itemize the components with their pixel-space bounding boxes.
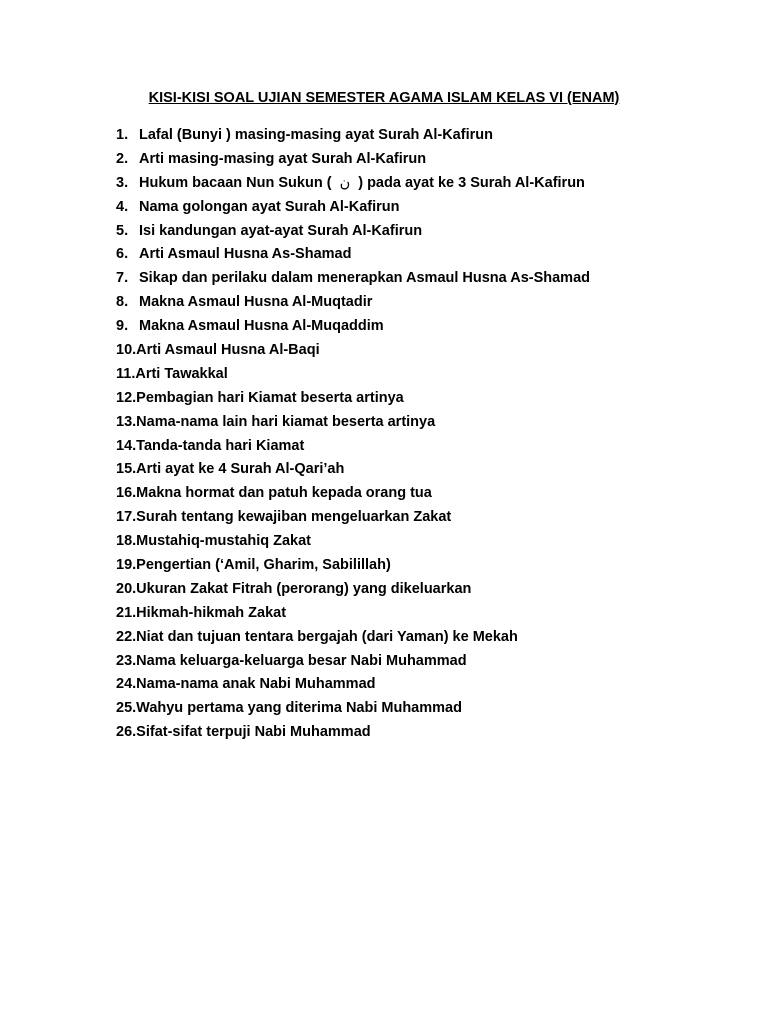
list-item (116, 363, 590, 387)
list-item (116, 578, 590, 602)
item-number: 17. (116, 509, 137, 526)
list-item (116, 506, 590, 530)
item-text: Arti ayat ke 4 Surah Al-Qari’ah (136, 461, 345, 478)
item-number: 7. (116, 270, 129, 287)
list-item (116, 697, 590, 721)
item-number: 11. (116, 365, 136, 382)
item-text: Tanda-tanda hari Kiamat (136, 437, 305, 454)
item-text: Makna Asmaul Husna Al-Muqtadir (139, 294, 373, 311)
item-number: 1. (116, 127, 129, 143)
item-number: 18. (116, 533, 137, 550)
item-text: Nama keluarga-keluarga besar Nabi Muhammad (136, 652, 467, 669)
item-number: 13. (116, 413, 137, 430)
item-text: Makna Asmaul Husna Al-Muqaddim (139, 318, 384, 335)
list-item (116, 626, 590, 650)
list-item (116, 673, 590, 697)
list-item (116, 291, 590, 315)
list-item (116, 482, 590, 506)
item-text: Pembagian hari Kiamat beserta artinya (136, 389, 404, 406)
item-text: Isi kandungan ayat-ayat Surah Al-Kafirun (139, 222, 423, 239)
list-item (116, 554, 590, 578)
item-number: 21. (116, 604, 137, 621)
item-number: 6. (116, 246, 129, 263)
item-text: Surah tentang kewajiban mengeluarkan Zakat (136, 509, 452, 526)
arabic-letter-nun: ن (339, 174, 351, 191)
list-item (116, 650, 590, 674)
item-text: Hikmah-hikmah Zakat (136, 604, 287, 621)
item-number: 2. (116, 150, 129, 167)
list-item (116, 602, 590, 626)
item-number: 23. (116, 652, 137, 669)
item-text (139, 172, 585, 196)
item-text-before: Hukum bacaan Nun Sukun ( (139, 174, 332, 191)
item-number: 16. (116, 485, 137, 502)
item-text: Pengertian (‘Amil, Gharim, Sabilillah) (136, 557, 391, 574)
question-outline-list (116, 124, 590, 745)
item-number: 10. (116, 342, 137, 359)
item-text: Mustahiq-mustahiq Zakat (136, 533, 311, 550)
item-number: 12. (116, 389, 137, 406)
list-item (116, 124, 590, 148)
item-text: Sikap dan perilaku dalam menerapkan Asmaul Husna As-Shamad (139, 270, 590, 287)
document-title: KISI-KISI SOAL UJIAN SEMESTER AGAMA ISLAM KELAS VI (ENAM) (148, 90, 620, 106)
item-text: Arti Asmaul Husna Al-Baqi (136, 342, 320, 359)
item-number: 3. (116, 174, 129, 191)
list-item (116, 387, 590, 411)
item-text: Niat dan tujuan tentara bergajah (dari Yaman) ke Mekah (136, 628, 518, 645)
item-text: Nama golongan ayat Surah Al-Kafirun (139, 198, 400, 215)
item-number: 22. (116, 628, 137, 645)
list-item (116, 530, 590, 554)
list-item (116, 196, 590, 220)
item-text: Nama-nama anak Nabi Muhammad (136, 676, 376, 693)
item-number: 15. (116, 461, 137, 478)
list-item (116, 435, 590, 459)
item-number: 20. (116, 580, 137, 597)
list-item (116, 148, 590, 172)
item-text: Arti Asmaul Husna As-Shamad (139, 246, 352, 263)
item-text: Lafal (Bunyi ) masing-masing ayat Surah Al-Kafirun (139, 127, 493, 143)
list-item (116, 721, 590, 745)
item-number: 14. (116, 437, 137, 454)
item-text: Arti Tawakkal (135, 365, 228, 382)
item-text: Nama-nama lain hari kiamat beserta artinya (136, 413, 436, 430)
item-number: 19. (116, 557, 137, 574)
item-number: 5. (116, 222, 129, 239)
list-item (116, 172, 590, 196)
item-number: 8. (116, 294, 129, 311)
item-text: Sifat-sifat terpuji Nabi Muhammad (136, 724, 371, 741)
item-number: 26. (116, 724, 137, 741)
list-item (116, 339, 590, 363)
item-text-after: ) pada ayat ke 3 Surah Al-Kafirun (358, 174, 585, 191)
list-item (116, 315, 590, 339)
item-text: Makna hormat dan patuh kepada orang tua (136, 485, 432, 502)
item-number: 9. (116, 318, 129, 335)
list-item (116, 243, 590, 267)
item-number: 4. (116, 198, 129, 215)
item-number: 24. (116, 676, 137, 693)
item-text: Wahyu pertama yang diterima Nabi Muhammad (136, 700, 462, 717)
list-item (116, 411, 590, 435)
item-text: Ukuran Zakat Fitrah (perorang) yang dikeluarkan (136, 580, 472, 597)
list-item (116, 220, 590, 244)
list-item (116, 458, 590, 482)
item-number: 25. (116, 700, 137, 717)
item-text: Arti masing-masing ayat Surah Al-Kafirun (139, 150, 427, 167)
list-item (116, 267, 590, 291)
